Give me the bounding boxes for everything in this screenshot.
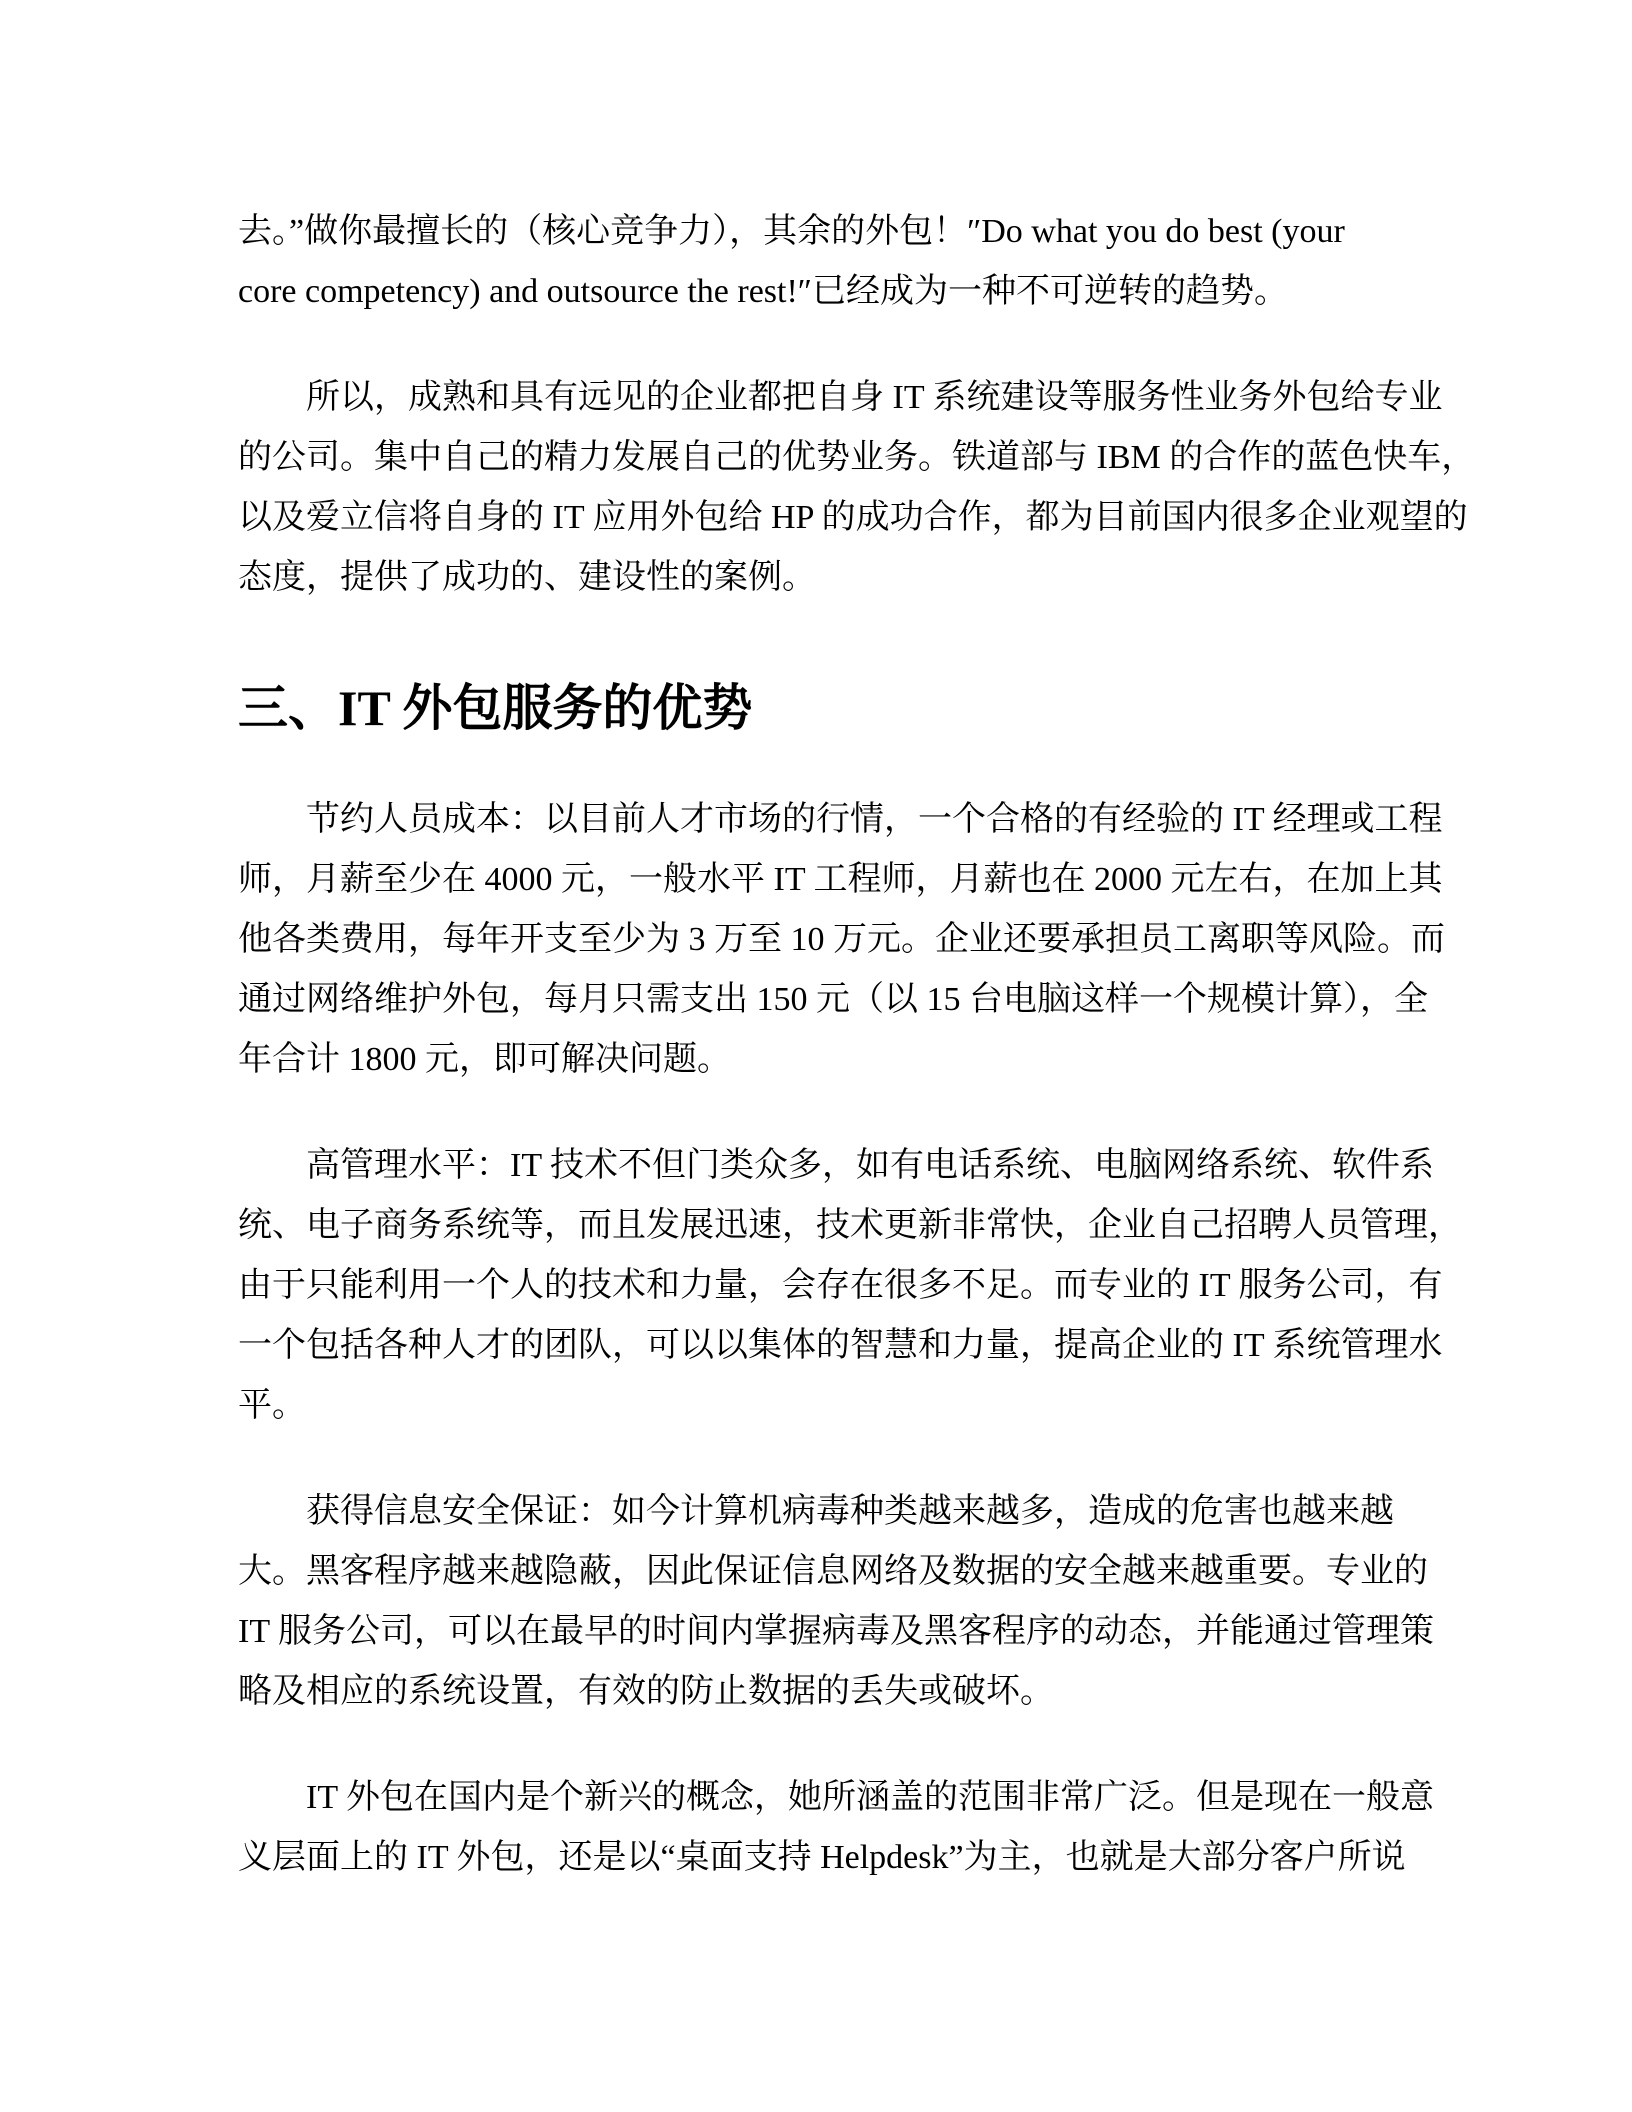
paragraph-cost-saving bbox=[238, 790, 1445, 1090]
document-content bbox=[238, 202, 1476, 1934]
text-line: 所以，成熟和具有远见的企业都把自身 IT 系统建设等服务性业务外包给专业 bbox=[306, 379, 1443, 416]
paragraph-helpdesk-scope bbox=[238, 1768, 1434, 1888]
text-line: 略及相应的系统设置，有效的防止数据的丢失或破坏。 bbox=[238, 1673, 1054, 1710]
text-line: 获得信息安全保证：如今计算机病毒种类越来越多，造成的危害也越来越 bbox=[306, 1493, 1394, 1530]
text-line: 以及爱立信将自身的 IT 应用外包给 HP 的成功合作，都为目前国内很多企业观望的 bbox=[238, 499, 1468, 536]
text-line: 义层面上的 IT 外包，还是以“桌面支持 Helpdesk”为主，也就是大部分客户所说 bbox=[238, 1839, 1406, 1876]
text-line: 年合计 1800 元，即可解决问题。 bbox=[238, 1041, 731, 1078]
paragraph-intro bbox=[238, 368, 1476, 608]
paragraph-management-level bbox=[238, 1136, 1462, 1436]
section-heading: 三、IT 外包服务的优势 bbox=[238, 680, 753, 736]
text-line: 统、电子商务系统等，而且发展迅速，技术更新非常快，企业自己招聘人员管理， bbox=[238, 1207, 1462, 1244]
text-line: 高管理水平：IT 技术不但门类众多，如有电话系统、电脑网络系统、软件系 bbox=[306, 1147, 1434, 1184]
text-line: 态度，提供了成功的、建设性的案例。 bbox=[238, 559, 816, 596]
text-line: 他各类费用，每年开支至少为 3 万至 10 万元。企业还要承担员工离职等风险。而 bbox=[238, 921, 1445, 958]
text-line: 通过网络维护外包，每月只需支出 150 元（以 15 台电脑这样一个规模计算），全 bbox=[238, 981, 1428, 1018]
text-line: 平。 bbox=[238, 1387, 306, 1424]
text-line: 去。”做你最擅长的（核心竞争力），其余的外包！″Do what you do best (your bbox=[238, 213, 1345, 250]
text-line: 大。黑客程序越来越隐蔽，因此保证信息网络及数据的安全越来越重要。专业的 bbox=[238, 1553, 1428, 1590]
text-line: IT 外包在国内是个新兴的概念，她所涵盖的范围非常广泛。但是现在一般意 bbox=[306, 1779, 1434, 1816]
text-line: 节约人员成本：以目前人才市场的行情，一个合格的有经验的 IT 经理或工程 bbox=[306, 801, 1443, 838]
paragraph-continuation bbox=[238, 202, 1418, 322]
text-line: core competency) and outsource the rest!″已经成为一种不可逆转的趋势。 bbox=[238, 273, 1288, 310]
text-line: 师，月薪至少在 4000 元，一般水平 IT 工程师，月薪也在 2000 元左右，在加上其 bbox=[238, 861, 1443, 898]
paragraph-information-security bbox=[238, 1482, 1434, 1722]
text-line: 一个包括各种人才的团队，可以以集体的智慧和力量，提高企业的 IT 系统管理水 bbox=[238, 1327, 1443, 1364]
text-line: 的公司。集中自己的精力发展自己的优势业务。铁道部与 IBM 的合作的蓝色快车， bbox=[238, 439, 1476, 476]
text-line: IT 服务公司，可以在最早的时间内掌握病毒及黑客程序的动态，并能通过管理策 bbox=[238, 1613, 1434, 1650]
text-line: 由于只能利用一个人的技术和力量，会存在很多不足。而专业的 IT 服务公司，有 bbox=[238, 1267, 1443, 1304]
